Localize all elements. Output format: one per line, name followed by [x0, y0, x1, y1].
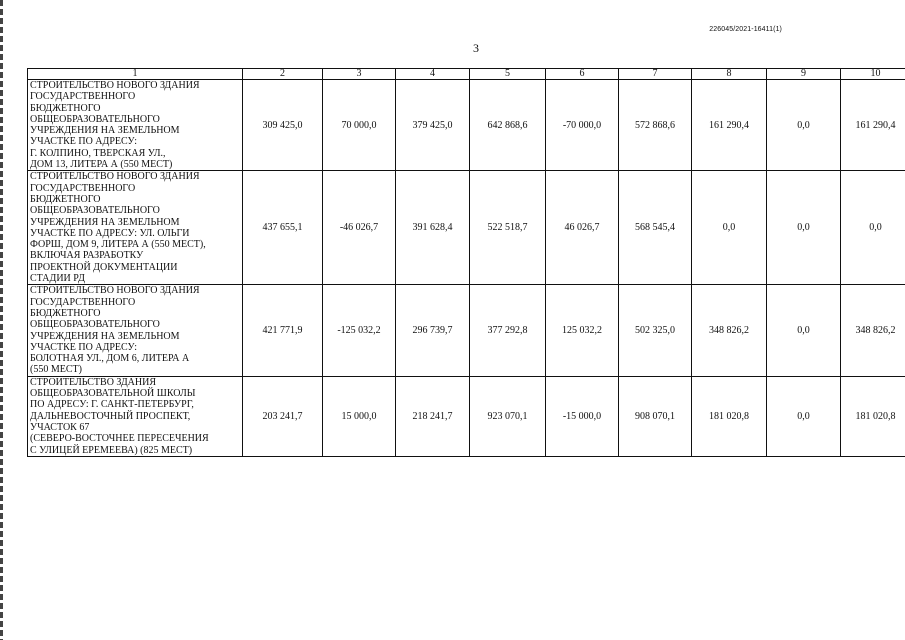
table-row — [28, 171, 905, 285]
value-cell-col-8: 0,0 — [692, 171, 767, 285]
object-name-line: СТАДИИ РД — [30, 273, 85, 285]
object-name-line: СТРОИТЕЛЬСТВО НОВОГО ЗДАНИЯ — [30, 80, 200, 91]
value-cell-col-8: 161 290,4 — [692, 80, 767, 171]
object-name-line: ОБЩЕОБРАЗОВАТЕЛЬНОГО — [30, 205, 160, 217]
column-header-1: 1 — [28, 69, 243, 80]
column-header-9: 9 — [767, 69, 841, 80]
page-number: 3 — [473, 41, 479, 55]
value-cell-col-7: 568 545,4 — [619, 171, 692, 285]
value-cell-col-6: -70 000,0 — [546, 80, 619, 171]
object-name-line: СТРОИТЕЛЬСТВО ЗДАНИЯ — [30, 376, 156, 388]
object-name-line: ПРОЕКТНОЙ ДОКУМЕНТАЦИИ — [30, 261, 178, 273]
value-cell-col-4: 391 628,4 — [396, 171, 470, 285]
object-name-line: УЧАСТОК 67 — [30, 421, 90, 433]
object-name-line: ДАЛЬНЕВОСТОЧНЫЙ ПРОСПЕКТ, — [30, 410, 191, 422]
value-cell-col-9: 0,0 — [767, 376, 841, 456]
object-name-line: (550 МЕСТ) — [30, 364, 82, 376]
column-header-8: 8 — [692, 69, 767, 80]
object-name-line: ГОСУДАРСТВЕННОГО — [30, 91, 136, 103]
column-header-7: 7 — [619, 69, 692, 80]
value-cell-col-3: -46 026,7 — [323, 171, 396, 285]
object-name-cell — [28, 285, 243, 376]
value-cell-col-10: 348 826,2 — [841, 285, 905, 376]
object-name-line: УЧРЕЖДЕНИЯ НА ЗЕМЕЛЬНОМ — [30, 330, 180, 342]
value-cell-col-2: 309 425,0 — [243, 80, 323, 171]
object-name-line: СТРОИТЕЛЬСТВО НОВОГО ЗДАНИЯ — [30, 285, 200, 297]
value-cell-col-4: 379 425,0 — [396, 80, 470, 171]
value-cell-col-3: 15 000,0 — [323, 376, 396, 456]
object-name-line: ОБЩЕОБРАЗОВАТЕЛЬНОЙ ШКОЛЫ — [30, 388, 196, 400]
header-row — [28, 69, 905, 80]
value-cell-col-5: 923 070,1 — [470, 376, 546, 456]
object-name-line: ГОСУДАРСТВЕННОГО — [30, 296, 136, 308]
value-cell-col-6: 125 032,2 — [546, 285, 619, 376]
column-header-10: 10 — [841, 69, 905, 80]
value-cell-col-8: 181 020,8 — [692, 376, 767, 456]
object-name-line: БОЛОТНАЯ УЛ., ДОМ 6, ЛИТЕРА А — [30, 353, 190, 365]
value-cell-col-6: 46 026,7 — [546, 171, 619, 285]
object-name-line: БЮДЖЕТНОГО — [30, 102, 101, 114]
object-name-cell — [28, 171, 243, 285]
value-cell-col-10: 0,0 — [841, 171, 905, 285]
value-cell-col-7: 908 070,1 — [619, 376, 692, 456]
column-header-5: 5 — [470, 69, 546, 80]
object-name-line: БЮДЖЕТНОГО — [30, 307, 101, 319]
object-name-line: ГОСУДАРСТВЕННОГО — [30, 182, 136, 194]
value-cell-col-10: 161 290,4 — [841, 80, 905, 171]
object-name-line: С УЛИЦЕЙ ЕРЕМЕЕВА) (825 МЕСТ) — [30, 444, 193, 456]
object-name-line: УЧАСТКЕ ПО АДРЕСУ: — [30, 341, 138, 353]
column-header-6: 6 — [546, 69, 619, 80]
object-name-line: УЧАСТКЕ ПО АДРЕСУ: — [30, 136, 138, 148]
column-header-3: 3 — [323, 69, 396, 80]
budget-table — [27, 68, 905, 457]
object-name-line: (СЕВЕРО-ВОСТОЧНЕЕ ПЕРЕСЕЧЕНИЯ — [30, 433, 209, 445]
object-name-line: УЧАСТКЕ ПО АДРЕСУ: УЛ. ОЛЬГИ — [30, 227, 190, 239]
object-name-cell — [28, 376, 243, 456]
object-name-line: ПО АДРЕСУ: Г. САНКТ-ПЕТЕРБУРГ, — [30, 399, 194, 411]
value-cell-col-4: 218 241,7 — [396, 376, 470, 456]
value-cell-col-5: 642 868,6 — [470, 80, 546, 171]
value-cell-col-3: 70 000,0 — [323, 80, 396, 171]
value-cell-col-8: 348 826,2 — [692, 285, 767, 376]
value-cell-col-3: -125 032,2 — [323, 285, 396, 376]
value-cell-col-9: 0,0 — [767, 80, 841, 171]
object-name-line: ДОМ 13, ЛИТЕРА А (550 МЕСТ) — [30, 159, 173, 171]
value-cell-col-9: 0,0 — [767, 171, 841, 285]
scan-left-edge — [0, 0, 3, 640]
value-cell-col-7: 572 868,6 — [619, 80, 692, 171]
column-header-4: 4 — [396, 69, 470, 80]
document-id: 226045/2021-16411(1) — [709, 26, 782, 33]
value-cell-col-2: 437 655,1 — [243, 171, 323, 285]
value-cell-col-10: 181 020,8 — [841, 376, 905, 456]
table-row — [28, 285, 905, 376]
table-row — [28, 376, 905, 456]
value-cell-col-9: 0,0 — [767, 285, 841, 376]
object-name-line: УЧРЕЖДЕНИЯ НА ЗЕМЕЛЬНОМ — [30, 216, 180, 228]
object-name-line: СТРОИТЕЛЬСТВО НОВОГО ЗДАНИЯ — [30, 171, 200, 183]
table-row — [28, 80, 905, 171]
object-name-line: БЮДЖЕТНОГО — [30, 193, 101, 205]
object-name-line: Г. КОЛПИНО, ТВЕРСКАЯ УЛ., — [30, 147, 166, 159]
table-body — [28, 80, 905, 457]
object-name-line: ОБЩЕОБРАЗОВАТЕЛЬНОГО — [30, 319, 160, 331]
object-name-line: ВКЛЮЧАЯ РАЗРАБОТКУ — [30, 250, 144, 262]
value-cell-col-5: 377 292,8 — [470, 285, 546, 376]
value-cell-col-7: 502 325,0 — [619, 285, 692, 376]
value-cell-col-6: -15 000,0 — [546, 376, 619, 456]
value-cell-col-4: 296 739,7 — [396, 285, 470, 376]
object-name-cell — [28, 80, 243, 171]
value-cell-col-5: 522 518,7 — [470, 171, 546, 285]
object-name-line: ОБЩЕОБРАЗОВАТЕЛЬНОГО — [30, 113, 160, 125]
object-name-line: УЧРЕЖДЕНИЯ НА ЗЕМЕЛЬНОМ — [30, 125, 180, 137]
column-header-2: 2 — [243, 69, 323, 80]
value-cell-col-2: 421 771,9 — [243, 285, 323, 376]
value-cell-col-2: 203 241,7 — [243, 376, 323, 456]
object-name-line: ФОРШ, ДОМ 9, ЛИТЕРА А (550 МЕСТ), — [30, 239, 206, 251]
